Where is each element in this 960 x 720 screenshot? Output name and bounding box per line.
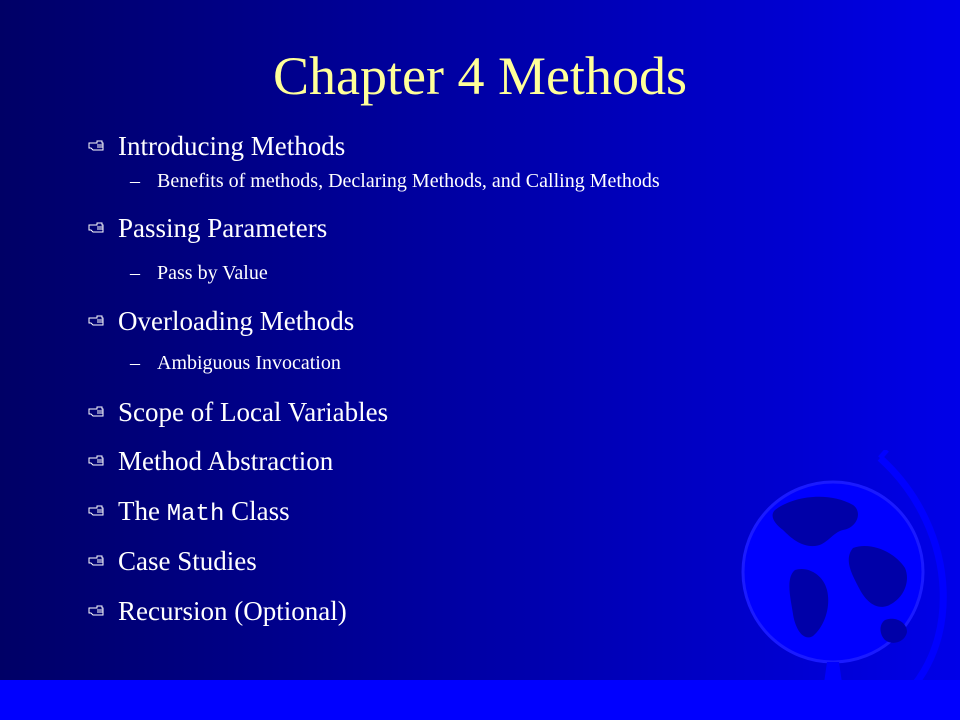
pointing-hand-icon xyxy=(88,219,104,235)
sub-bullet-text: Ambiguous Invocation xyxy=(157,352,341,374)
pointing-hand-icon xyxy=(88,502,104,518)
pointing-hand-icon xyxy=(88,137,104,153)
pointing-hand-icon xyxy=(88,312,104,328)
bullet-text: Introducing Methods xyxy=(118,131,346,161)
pointing-hand-icon xyxy=(88,552,104,568)
sub-bullet-text: Pass by Value xyxy=(157,262,268,284)
bullet-text: Recursion (Optional) xyxy=(118,596,347,626)
bullet-text: Passing Parameters xyxy=(118,213,328,243)
globe-icon xyxy=(735,450,960,720)
sub-bullet-dash: – xyxy=(130,262,140,284)
bullet-text: Scope of Local Variables xyxy=(118,397,389,427)
bullet-text: Case Studies xyxy=(118,546,257,576)
bullet-text-suffix: Class xyxy=(224,496,290,526)
sub-bullet-dash: – xyxy=(130,352,140,374)
pointing-hand-icon xyxy=(88,602,104,618)
code-math: Math xyxy=(166,501,225,528)
bullet-text: Method Abstraction xyxy=(118,446,334,476)
pointing-hand-icon xyxy=(88,403,104,419)
pointing-hand-icon xyxy=(88,452,104,468)
bullet-text-prefix: The xyxy=(118,496,167,526)
sub-bullet-text: Benefits of methods, Declaring Methods, and Calling Methods xyxy=(157,170,660,192)
sub-bullet-dash: – xyxy=(130,170,140,192)
slide-title: Chapter 4 Methods xyxy=(273,46,687,106)
bullet-text: Overloading Methods xyxy=(118,306,355,336)
bullet-text xyxy=(118,493,290,533)
